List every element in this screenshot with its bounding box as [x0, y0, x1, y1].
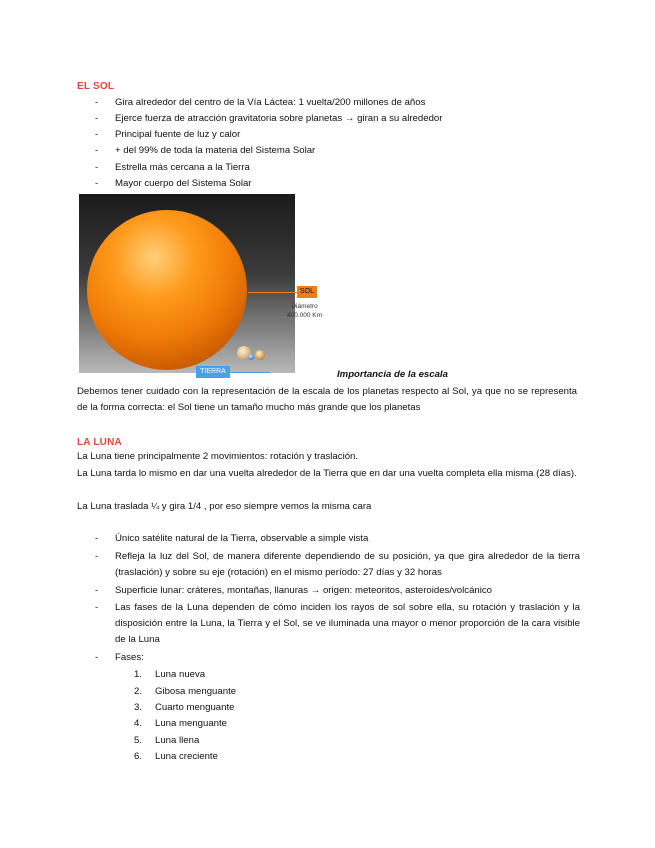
phase-label: Luna creciente [155, 751, 218, 762]
list-item-text: Gira alrededor del centro de la Vía Láctea: 1 vuelta/200 millones de años [115, 97, 426, 108]
list-item [95, 531, 580, 547]
phase-label: Gibosa menguante [155, 686, 237, 697]
list-item-text: Único satélite natural de la Tierra, observable a simple vista [115, 533, 369, 544]
luna-intro-3: La Luna traslada ¼ y gira 1/4 , por eso siempre vemos la misma cara [77, 501, 372, 512]
list-dash: - [95, 145, 99, 156]
list-dash: - [95, 551, 99, 562]
scale-paragraph: Debemos tener cuidado con la representación de la escala de los planetas respecto al Sol, ya que no se representa de la forma correcta: el Sol tiene un tamaño mucho más grande que los planetas [77, 386, 577, 413]
list-dash: - [95, 162, 99, 173]
phase-number: 6. [134, 751, 143, 762]
sun-sphere [87, 210, 247, 370]
list-dash: - [95, 113, 99, 124]
luna-intro-1: La Luna tiene principalmente 2 movimientos: rotación y traslación. [77, 451, 359, 462]
list-dash: - [95, 97, 99, 108]
list-item [95, 600, 580, 648]
list-item-text: Estrella más cercana a la Tierra [115, 162, 250, 173]
list-item-text: Principal fuente de luz y calor [115, 129, 241, 140]
list-item-text: Las fases de la Luna dependen de cómo inciden los rayos de sol sobre ella, su rotación y traslación y la disposición entre la Luna, la Tierra y el Sol, se ve iluminada una mayor o menor proporción de la cara visible de la Luna [115, 602, 580, 645]
phase-number: 2. [134, 686, 143, 697]
list-dash: - [95, 533, 99, 544]
list-item-text: Mayor cuerpo del Sistema Solar [115, 178, 252, 189]
list-item-text: Superficie lunar: cráteres, montañas, llanuras → origen: meteoritos, asteroides/volcánico [115, 585, 493, 596]
phase-number: 4. [134, 718, 143, 729]
list-item-text: Ejerce fuerza de atracción gravitatoria sobre planetas → giran a su alrededor [115, 113, 443, 124]
list-item [95, 650, 580, 666]
phase-number: 3. [134, 702, 143, 713]
phase-label: Luna menguante [155, 718, 228, 729]
list-item-text: Fases: [115, 652, 144, 663]
figure-caption: Importancia de la escala [337, 369, 448, 380]
list-item-text: + del 99% de toda la materia del Sistema Solar [115, 145, 316, 156]
list-dash: - [95, 652, 99, 663]
sun-scale-image [79, 194, 295, 373]
phase-number: 5. [134, 735, 143, 746]
list-dash: - [95, 129, 99, 140]
planet-sphere [255, 350, 265, 360]
phase-label: Luna llena [155, 735, 200, 746]
earth-sphere [248, 354, 254, 360]
luna-intro-2: La Luna tarda lo mismo en dar una vuelta alrededor de la Tierra que en dar una vuelta completa ella misma (28 días). [77, 468, 577, 479]
list-dash: - [95, 178, 99, 189]
phase-label: Luna nueva [155, 669, 206, 680]
diameter-label-line: Diámetro [291, 303, 318, 310]
sol-pointer-line [248, 292, 298, 293]
section-heading-luna: LA LUNA [77, 437, 122, 448]
list-item-text: Refleja la luz del Sol, de manera diferente dependiendo de su posición, ya que gira alrededor de la tierra (traslación) y sobre su eje (rotación) en el mismo período: 27 días y 32 horas [115, 551, 580, 578]
list-item [95, 583, 580, 599]
tierra-label: TIERRA [196, 366, 230, 378]
diameter-value: 400.000 Km [287, 312, 323, 319]
list-item [95, 549, 580, 581]
sol-label: SOL [297, 286, 317, 298]
diameter-label [287, 302, 322, 320]
list-dash: - [95, 585, 99, 596]
tierra-pointer-line [230, 372, 270, 373]
section-heading-sol: EL SOL [77, 81, 115, 92]
phase-label: Cuarto menguante [155, 702, 235, 713]
list-dash: - [95, 602, 99, 613]
phase-number: 1. [134, 669, 143, 680]
